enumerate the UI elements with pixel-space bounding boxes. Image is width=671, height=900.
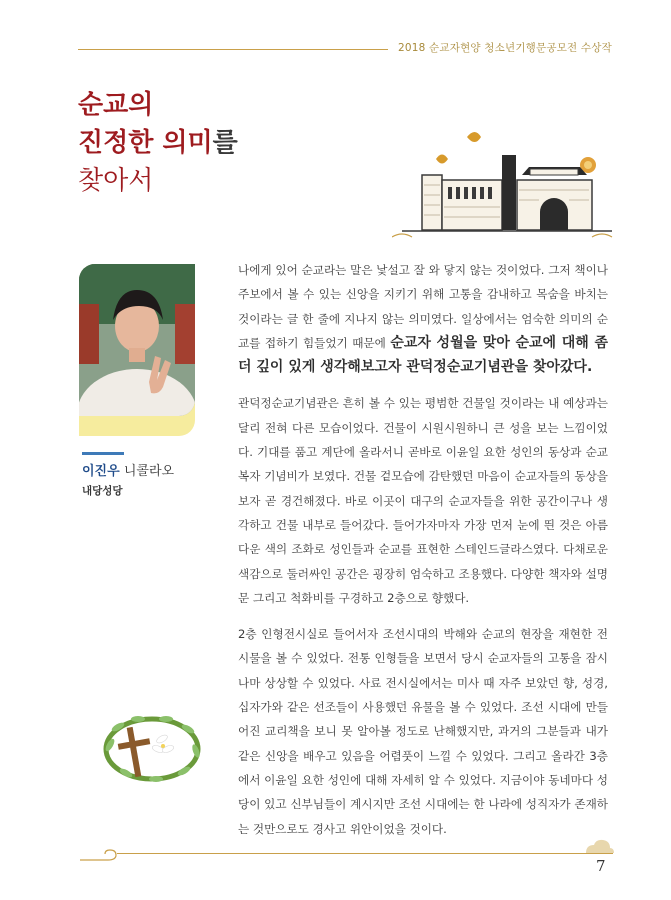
lily-icon [151, 733, 174, 753]
header-rule [78, 49, 388, 50]
page-number: 7 [596, 857, 606, 875]
header-caption: 2018 순교자현양 청소년기행문공모전 수상작 [398, 42, 612, 54]
author-parish: 내당성당 [82, 485, 123, 497]
emphasis-text: 순교자 성월을 맞아 순교에 대해 좀 더 깊이 있게 생각해보고자 관덕정순교기념관을 찾아갔다. [238, 334, 608, 376]
paragraph-1: 나에게 있어 순교라는 말은 낯설고 잘 와 닿지 않는 것이었다. 그저 책이나 주보에서 볼 수 있는 신앙을 지키기 위해 고통을 감내하고 목숨을 바치는 것이라는 글 한 줄에 지나지 않는 의미였다. 일상에서는 엄숙한 의미의 순교를 접하기 힘들었기 때문에 순교자 성월을 맞아 순교에 대해 좀 더 깊이 있게 생각해보고자 관덕정순교기념관을 찾아갔다. [238, 263, 608, 376]
footer-swirl-left [78, 846, 122, 864]
title-line-1: 순교의 [78, 90, 154, 120]
article-body [238, 258, 608, 853]
article-title [78, 86, 238, 200]
author-photo [79, 264, 195, 416]
title-line-3: 찾아서 [78, 166, 154, 196]
name-accent-bar [82, 452, 124, 455]
fortress-illustration [392, 125, 620, 240]
author-name: 이진우 니콜라오 [82, 464, 175, 479]
paragraph-2: 관덕정순교기념관은 흔히 볼 수 있는 평범한 건물일 것이라는 내 예상과는 달리 전혀 다른 모습이었다. 건물이 시원시원하니 큰 성을 보는 느낌이었다. 기대를 품고 계단에 올라서니 곧바로 이윤일 요한 성인의 동상과 순교 복자 기념비가 보였다. 건물 겉모습에 감탄했던 마음이 순교자들의 동상을 보자 곧 경건해졌다. 바로 이곳이 대구의 순교자들을 위한 공간이구나 생각하고 건물 내부로 들어갔다. 들어가자마자 가장 먼저 눈에 띈 것은 아름다운 색의 조화로 성인들과 순교를 표현한 스테인드글라스였다. 다채로운 색감으로 둘러싸인 공간은 굉장히 엄숙하고 조용했다. 다양한 책자와 설명문 그리고 척화비를 구경하고 2층으로 향했다. [238, 396, 608, 605]
cloud-icon [584, 838, 614, 854]
wreath-cross-illustration [96, 705, 208, 793]
footer-rule [117, 853, 613, 854]
title-line-2: 진정한 의미를 [78, 128, 238, 158]
author-photo-frame [79, 264, 195, 436]
paragraph-3: 2층 인형전시실로 들어서자 조선시대의 박해와 순교의 현장을 재현한 전시물을 볼 수 있었다. 전통 인형들을 보면서 당시 순교자들의 고통을 잠시나마 상상할 수 있었다. 사료 전시실에서는 미사 때 자주 보았던 향, 성경, 십자가와 같은 선조들이 사용했던 유물을 볼 수 있었다. 조선 시대에 만들어진 교리책을 보니 못 알아볼 정도로 난해했지만, 과거의 그분들과 내가 같은 신앙을 배우고 있음을 어렴풋이 느낄 수 있었다. 그리고 올라간 3층에서 이윤일 요한 성인에 대해 자세히 알 수 있었다. 지금이야 동네마다 성당이 있고 신부님들이 계시지만 조선 시대에는 한 나라에 성직자가 존재하는 것만으로도 경사고 위안이었을 것이다. [238, 627, 608, 836]
